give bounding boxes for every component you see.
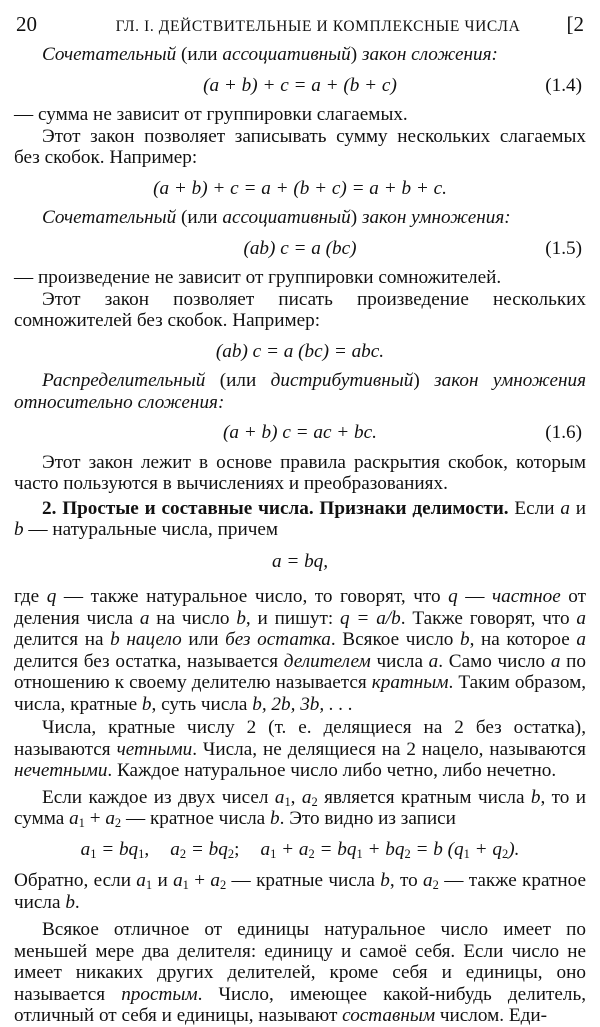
paragraph: Этот закон позволяет писать произведение нескольких сомножителей без скобок. Например:	[14, 288, 586, 331]
page-number: 20	[16, 12, 37, 36]
running-header	[14, 10, 586, 36]
formula-a-equals-bq: a = bq,	[271, 550, 329, 572]
chapter-title: ГЛ. I. ДЕЙСТВИТЕЛЬНЫЕ И КОМПЛЕКСНЫЕ ЧИСЛА	[115, 18, 521, 35]
paragraph-divisibility: где q — также натуральное число, то говорят, что q — частное от деления числа a на число b, и пишут: q = a/b. Также говорят, что a делится на b нацело или без остатка. Всякое число b, на которое a делится без остатка, называется делителем числа a. Само число a по отношению к своему делителю называется кратным. Таким образом, числа, кратные b, суть числа b, 2b, 3b, . . .	[14, 586, 587, 715]
associative-addition-heading: Сочетательный (или ассоциативный) закон сложения:	[42, 44, 498, 65]
paragraph-even-odd: Числа, кратные числу 2 (т. е. делящиеся на 2 без остатка), называются четными. Числа, не делящиеся на 2 нацело, называются нечетными. Каждое натуральное число либо четно, либо нечетно.	[14, 717, 587, 781]
formula-1-5: (ab) c = a (bc) (1.5)	[243, 237, 582, 259]
paragraph: — сумма не зависит от группировки слагаемых.	[14, 104, 408, 125]
associative-multiplication-heading: Сочетательный (или ассоциативный) закон умножения:	[42, 207, 511, 228]
formula-example-sum: (a + b) + c = a + (b + c) = a + b + c.	[153, 177, 447, 199]
formula-sum-of-multiples: $a_1 = bq_1$, $a_2 = bq_2$; $a_1 + a_2 = bq_1 + bq_2 = b$ $(q_1 + q_2)$.	[80, 838, 520, 861]
paragraph: Этот закон позволяет записывать сумму нескольких слагаемых без скобок. Например:	[14, 125, 586, 168]
section-2-intro: 2. Простые и составные числа. Признаки делимости. Если a и b — натуральные числа, причем	[14, 497, 586, 540]
paragraph-converse: Обратно, если $a_1$ и $a_1 + a_2$ — кратные числа b, то $a_2$ — также кратное числа b.	[14, 870, 586, 913]
formula-example-product: (ab) c = a (bc) = abc.	[215, 340, 385, 362]
section-heading: 2. Простые и составные числа. Признаки делимости.	[42, 497, 509, 519]
formula-tag: (1.6)	[545, 422, 582, 443]
paragraph: — произведение не зависит от группировки сомножителей.	[14, 267, 502, 288]
formula-1-6: (a + b) c = ac + bc. (1.6)	[223, 422, 582, 443]
section-number: [2	[566, 12, 584, 36]
formula-1-4: (a + b) + c = a + (b + c) (1.4)	[203, 74, 582, 96]
distributive-heading: Распределительный (или дистрибутивный) закон умножения относительно сложения:	[14, 370, 586, 413]
paragraph-sum-multiples: Если каждое из двух чисел $a_1$, $a_2$ является кратным числа b, то и сумма $a_1 + a_2$ — кратное числа b. Это видно из записи	[14, 786, 586, 831]
paragraph: Этот закон лежит в основе правила раскрытия скобок, которым часто пользуются в вычислениях и преобразованиях.	[14, 451, 586, 494]
formula-tag: (1.5)	[545, 237, 582, 259]
formula-tag: (1.4)	[545, 74, 582, 96]
paragraph-primes: Всякое отличное от единицы натуральное число имеет по меньшей мере два делителя: единицу и самоё себя. Если число не имеет никаких других делителей, кроме себя и единицы, оно называется простым. Число, имеющее какой-нибудь делитель, отличный от себя и единицы, называют составным числом. Еди-	[14, 919, 587, 1026]
